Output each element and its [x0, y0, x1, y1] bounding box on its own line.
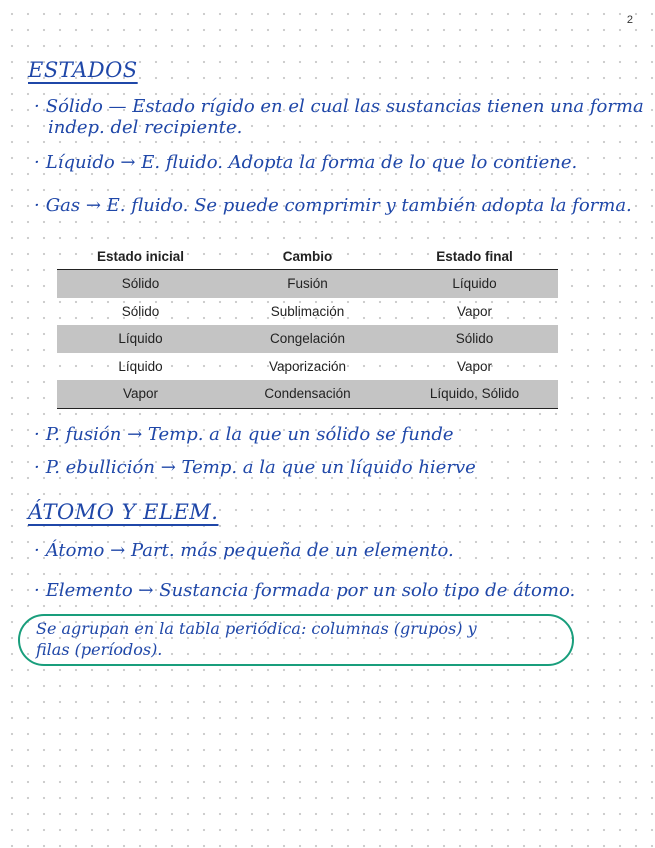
bullet-solido: · Sólido — Estado rígido en el cual las sustancias tienen una forma — [34, 96, 644, 117]
column-header: Estado inicial — [57, 243, 224, 270]
bullet-definition: E. fluido. Se puede comprimir y también adopta la forma. — [106, 195, 632, 216]
bullet-arrow: → — [110, 540, 126, 561]
table-cell: Congelación — [224, 325, 391, 353]
table-cell: Condensación — [224, 380, 391, 408]
table-row — [57, 325, 558, 353]
page-number: 2 — [626, 14, 633, 26]
note-line-1: Se agrupan en la tabla periódica: columnas (grupos) y — [36, 619, 477, 638]
table-cell: Líquido — [57, 325, 224, 353]
bullet-atomo: · Átomo → Part. más pequeña de un elemento. — [34, 540, 454, 561]
table-cell: Sublimación — [270, 303, 345, 319]
bullet-gas: · Gas → E. fluido. Se puede comprimir y también adopta la forma. — [34, 195, 632, 216]
bullet-liquido: · Líquido → E. fluido. Adopta la forma de lo que lo contiene. — [34, 152, 578, 173]
table-cell: Vapor — [456, 358, 493, 374]
bullet-arrow: → — [85, 195, 101, 216]
column-header: Estado final — [391, 243, 558, 270]
bullet-definition: Temp. a la que un sólido se funde — [147, 424, 454, 445]
table-cell: Líquido — [391, 270, 558, 298]
table-row — [57, 298, 558, 326]
table-cell: Vapor — [57, 380, 224, 408]
bullet-term: Gas — [45, 195, 81, 216]
bullet-term: Elemento — [45, 580, 133, 601]
table-cell: Sólido — [57, 270, 224, 298]
bullet-arrow: → — [127, 424, 143, 445]
bullet-arrow: → — [120, 152, 136, 173]
table-cell: Sólido — [391, 325, 558, 353]
bullet-term: Sólido — [45, 96, 103, 117]
bullet-solido-continuation: indep. del recipiente. — [48, 117, 243, 138]
table-cell: Vapor — [456, 303, 493, 319]
bullet-term: Líquido — [45, 152, 115, 173]
state-changes-table — [57, 243, 558, 409]
section-heading-atomo: ÁTOMO Y ELEM. — [28, 500, 219, 524]
table-row — [57, 353, 558, 381]
bullet-arrow: → — [160, 457, 176, 478]
bullet-punto-fusion: · P. fusión → Temp. a la que un sólido se funde — [34, 424, 454, 445]
table-row — [57, 270, 558, 298]
table-cell: Líquido, Sólido — [391, 380, 558, 408]
table-row — [57, 380, 558, 408]
table-header-row — [57, 243, 558, 270]
table-cell: Líquido — [118, 358, 163, 374]
bullet-definition: Estado rígido en el cual las sustancias tienen una forma — [132, 96, 644, 117]
bullet-elemento: · Elemento → Sustancia formada por un solo tipo de átomo. — [34, 580, 576, 601]
column-header: Cambio — [224, 243, 391, 270]
section-heading-estados: ESTADOS — [28, 58, 138, 82]
bullet-arrow: → — [138, 580, 154, 601]
bullet-term: P. ebullición — [45, 457, 155, 478]
table-cell: Vaporización — [268, 358, 347, 374]
bullet-term: Átomo — [45, 540, 105, 561]
bullet-definition: E. fluido. Adopta la forma de lo que lo contiene. — [141, 152, 578, 173]
table-cell: Fusión — [224, 270, 391, 298]
note-line-2: filas (períodos). — [36, 640, 163, 659]
bullet-arrow: — — [108, 96, 127, 117]
bullet-term: P. fusión — [45, 424, 122, 445]
bullet-definition: Part. más pequeña de un elemento. — [130, 540, 454, 561]
bullet-definition: Sustancia formada por un solo tipo de átomo. — [159, 580, 576, 601]
table-cell: Sólido — [121, 303, 160, 319]
bullet-definition: Temp. a la que un líquido hierve — [181, 457, 476, 478]
bullet-punto-ebullicion: · P. ebullición → Temp. a la que un líquido hierve — [34, 457, 476, 478]
